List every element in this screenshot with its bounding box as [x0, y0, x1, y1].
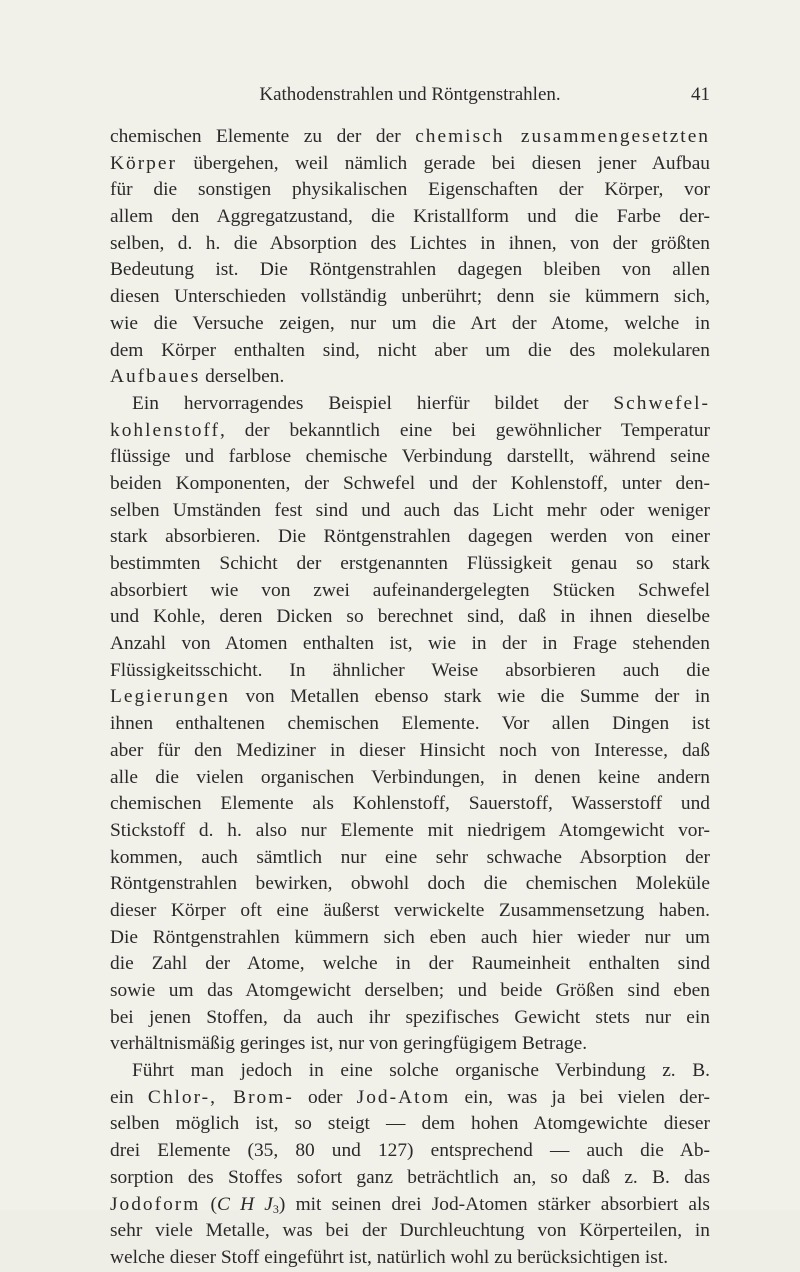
- spaced-emphasis: kohlenstoff: [110, 419, 220, 441]
- text-run: Anzahl von Atomen enthalten ist, wie in der in Frage stehenden: [110, 633, 710, 655]
- text-line: [110, 151, 710, 178]
- text-line: [110, 498, 710, 525]
- text-run: bestimmten Schicht der erstgenannten Flüssigkeit genau so stark: [110, 553, 710, 574]
- text-run: Flüssigkeitsschicht. In ähnlicher Weise absorbieren auch die: [110, 659, 710, 681]
- text-line: [110, 791, 710, 818]
- running-title: Kathodenstrahlen und Röntgenstrahlen.: [259, 84, 561, 105]
- text-line: [110, 1058, 710, 1085]
- text-run: bei jenen Stoffen, da auch ihr spezifisches Gewicht stets nur ein: [110, 1006, 710, 1028]
- text-line: [110, 711, 710, 738]
- text-line: [110, 124, 710, 151]
- text-run: verhältnismäßig geringes ist, nur von geringfügigem Betrage.: [110, 1033, 588, 1055]
- text-line: [110, 818, 710, 845]
- text-run: dem Körper enthalten sind, nicht aber um die des molekularen: [110, 339, 710, 361]
- text-run: derselben.: [200, 366, 285, 388]
- text-run: chemischen Elemente als Kohlenstoff, Sauerstoff, Wasserstoff und: [110, 793, 710, 815]
- text-run: sehr viele Metalle, was bei der Durchleuchtung von Körperteilen, in: [110, 1220, 710, 1242]
- text-run: aber für den Mediziner in dieser Hinsicht noch von Interesse, daß: [110, 739, 710, 761]
- text-run: Ein hervorragendes Beispiel hierfür bildet der: [132, 392, 614, 414]
- chemical-formula: C H J: [216, 1193, 273, 1215]
- text-line: [110, 1085, 710, 1112]
- text-line: [110, 1111, 710, 1138]
- text-line: [110, 604, 710, 631]
- text-run: sorption des Stoffes sofort ganz beträchtlich an, so daß z. B. das: [110, 1166, 710, 1188]
- text-run: allem den Aggregatzustand, die Kristallform und die Farbe der-: [110, 206, 710, 228]
- text-run: (: [200, 1193, 217, 1215]
- formula-subscript: 3: [272, 1201, 279, 1216]
- text-line: [110, 311, 710, 338]
- spaced-emphasis: Schwefel-: [613, 392, 710, 414]
- text-line: [110, 1245, 710, 1272]
- spaced-emphasis: Jod-Atom: [356, 1086, 451, 1108]
- text-run: alle die vielen organischen Verbindungen, in denen keine andern: [110, 766, 710, 788]
- spaced-emphasis: Chlor-, Brom-: [147, 1086, 294, 1108]
- text-run: ein, was ja bei vielen der-: [450, 1086, 711, 1108]
- text-run: dieser Körper oft eine äußerst verwickelte Zusammensetzung haben.: [110, 899, 710, 921]
- text-run: , der bekanntlich eine bei gewöhnlicher Temperatur: [219, 419, 710, 441]
- text-run: von Metallen ebenso stark wie die Summe der in: [230, 686, 710, 708]
- text-line: [110, 1005, 710, 1032]
- text-run: kommen, auch sämtlich nur eine sehr schwache Absorption der: [110, 846, 710, 868]
- text-line: [110, 524, 710, 551]
- text-run: die Zahl der Atome, welche in der Raumeinheit enthalten sind: [110, 953, 710, 975]
- text-run: übergehen, weil nämlich gerade bei diesen jener Aufbau: [176, 152, 710, 174]
- spaced-emphasis: Jodoform: [110, 1193, 201, 1215]
- text-run: Bedeutung ist. Die Röntgenstrahlen dagegen bleiben von allen: [110, 259, 710, 281]
- text-line: [110, 284, 710, 311]
- spaced-emphasis: chemisch zusammengesetzten: [415, 126, 710, 147]
- text-line: [110, 231, 710, 258]
- text-line: [110, 204, 710, 231]
- text-run: oder: [293, 1086, 357, 1108]
- text-run: flüssige und farblose chemische Verbindung darstellt, während seine: [110, 446, 710, 468]
- text-run: welche dieser Stoff eingeführt ist, natürlich wohl zu berücksichtigen ist.: [110, 1246, 669, 1268]
- text-line: [110, 364, 710, 391]
- text-run: wie die Versuche zeigen, nur um die Art der Atome, welche in: [110, 312, 710, 334]
- text-line: [110, 765, 710, 792]
- text-run: chemischen Elemente zu der der: [110, 126, 416, 147]
- text-run: Röntgenstrahlen bewirken, obwohl doch die chemischen Moleküle: [110, 873, 710, 895]
- text-run: drei Elemente (35, 80 und 127) entsprechend — auch die Ab-: [110, 1140, 710, 1162]
- text-line: [110, 418, 710, 445]
- body-text: [110, 124, 710, 1272]
- text-run: ) mit seinen drei Jod-Atomen stärker absorbiert als: [278, 1193, 710, 1215]
- text-run: ihnen enthaltenen chemischen Elemente. Vor allen Dingen ist: [110, 713, 710, 735]
- text-run: beiden Komponenten, der Schwefel und der Kohlenstoff, unter den-: [110, 472, 710, 494]
- text-line: [110, 177, 710, 204]
- page-number: 41: [691, 84, 710, 105]
- text-line: [110, 871, 710, 898]
- text-line: [110, 1192, 710, 1219]
- text-run: sowie um das Atomgewicht derselben; und beide Größen sind eben: [110, 980, 710, 1001]
- text-run: selben Umständen fest sind und auch das Licht mehr oder weniger: [110, 499, 710, 521]
- text-run: Die Röntgenstrahlen kümmern sich eben auch hier wieder nur um: [110, 926, 710, 948]
- text-run: diesen Unterschieden vollständig unberührt; denn sie kümmern sich,: [110, 286, 710, 308]
- text-line: [110, 631, 710, 658]
- text-line: [110, 1165, 710, 1192]
- text-line: [110, 578, 710, 605]
- text-run: selben möglich ist, so steigt — dem hohen Atomgewichte dieser: [110, 1113, 710, 1135]
- text-run: Führt man jedoch in eine solche organische Verbindung z. B.: [132, 1060, 710, 1082]
- text-line: [110, 444, 710, 471]
- text-line: [110, 898, 710, 925]
- text-line: [110, 684, 710, 711]
- text-line: [110, 1218, 710, 1245]
- text-run: Stickstoff d. h. also nur Elemente mit niedrigem Atomgewicht vor-: [110, 819, 710, 841]
- text-run: für die sonstigen physikalischen Eigenschaften der Körper, vor: [110, 179, 710, 201]
- text-run: absorbiert wie von zwei aufeinandergelegten Stücken Schwefel: [110, 579, 710, 601]
- text-line: [110, 845, 710, 872]
- page-header: [110, 84, 710, 112]
- text-line: [110, 551, 710, 578]
- text-line: [110, 978, 710, 1005]
- text-line: [110, 658, 710, 685]
- text-run: und Kohle, deren Dicken so berechnet sind, daß in ihnen dieselbe: [110, 606, 710, 628]
- text-line: [110, 257, 710, 284]
- text-line: [110, 471, 710, 498]
- text-line: [110, 925, 710, 952]
- text-line: [110, 391, 710, 418]
- spaced-emphasis: Legierungen: [110, 686, 230, 708]
- text-run: stark absorbieren. Die Röntgenstrahlen dagegen werden von einer: [110, 526, 710, 548]
- spaced-emphasis: Körper: [110, 152, 177, 174]
- text-line: [110, 338, 710, 365]
- spaced-emphasis: Aufbaues: [110, 366, 201, 388]
- text-run: selben, d. h. die Absorption des Lichtes in ihnen, von der größten: [110, 232, 710, 254]
- text-line: [110, 1138, 710, 1165]
- text-line: [110, 1031, 710, 1058]
- text-run: ein: [110, 1086, 148, 1108]
- text-line: [110, 738, 710, 765]
- text-line: [110, 951, 710, 978]
